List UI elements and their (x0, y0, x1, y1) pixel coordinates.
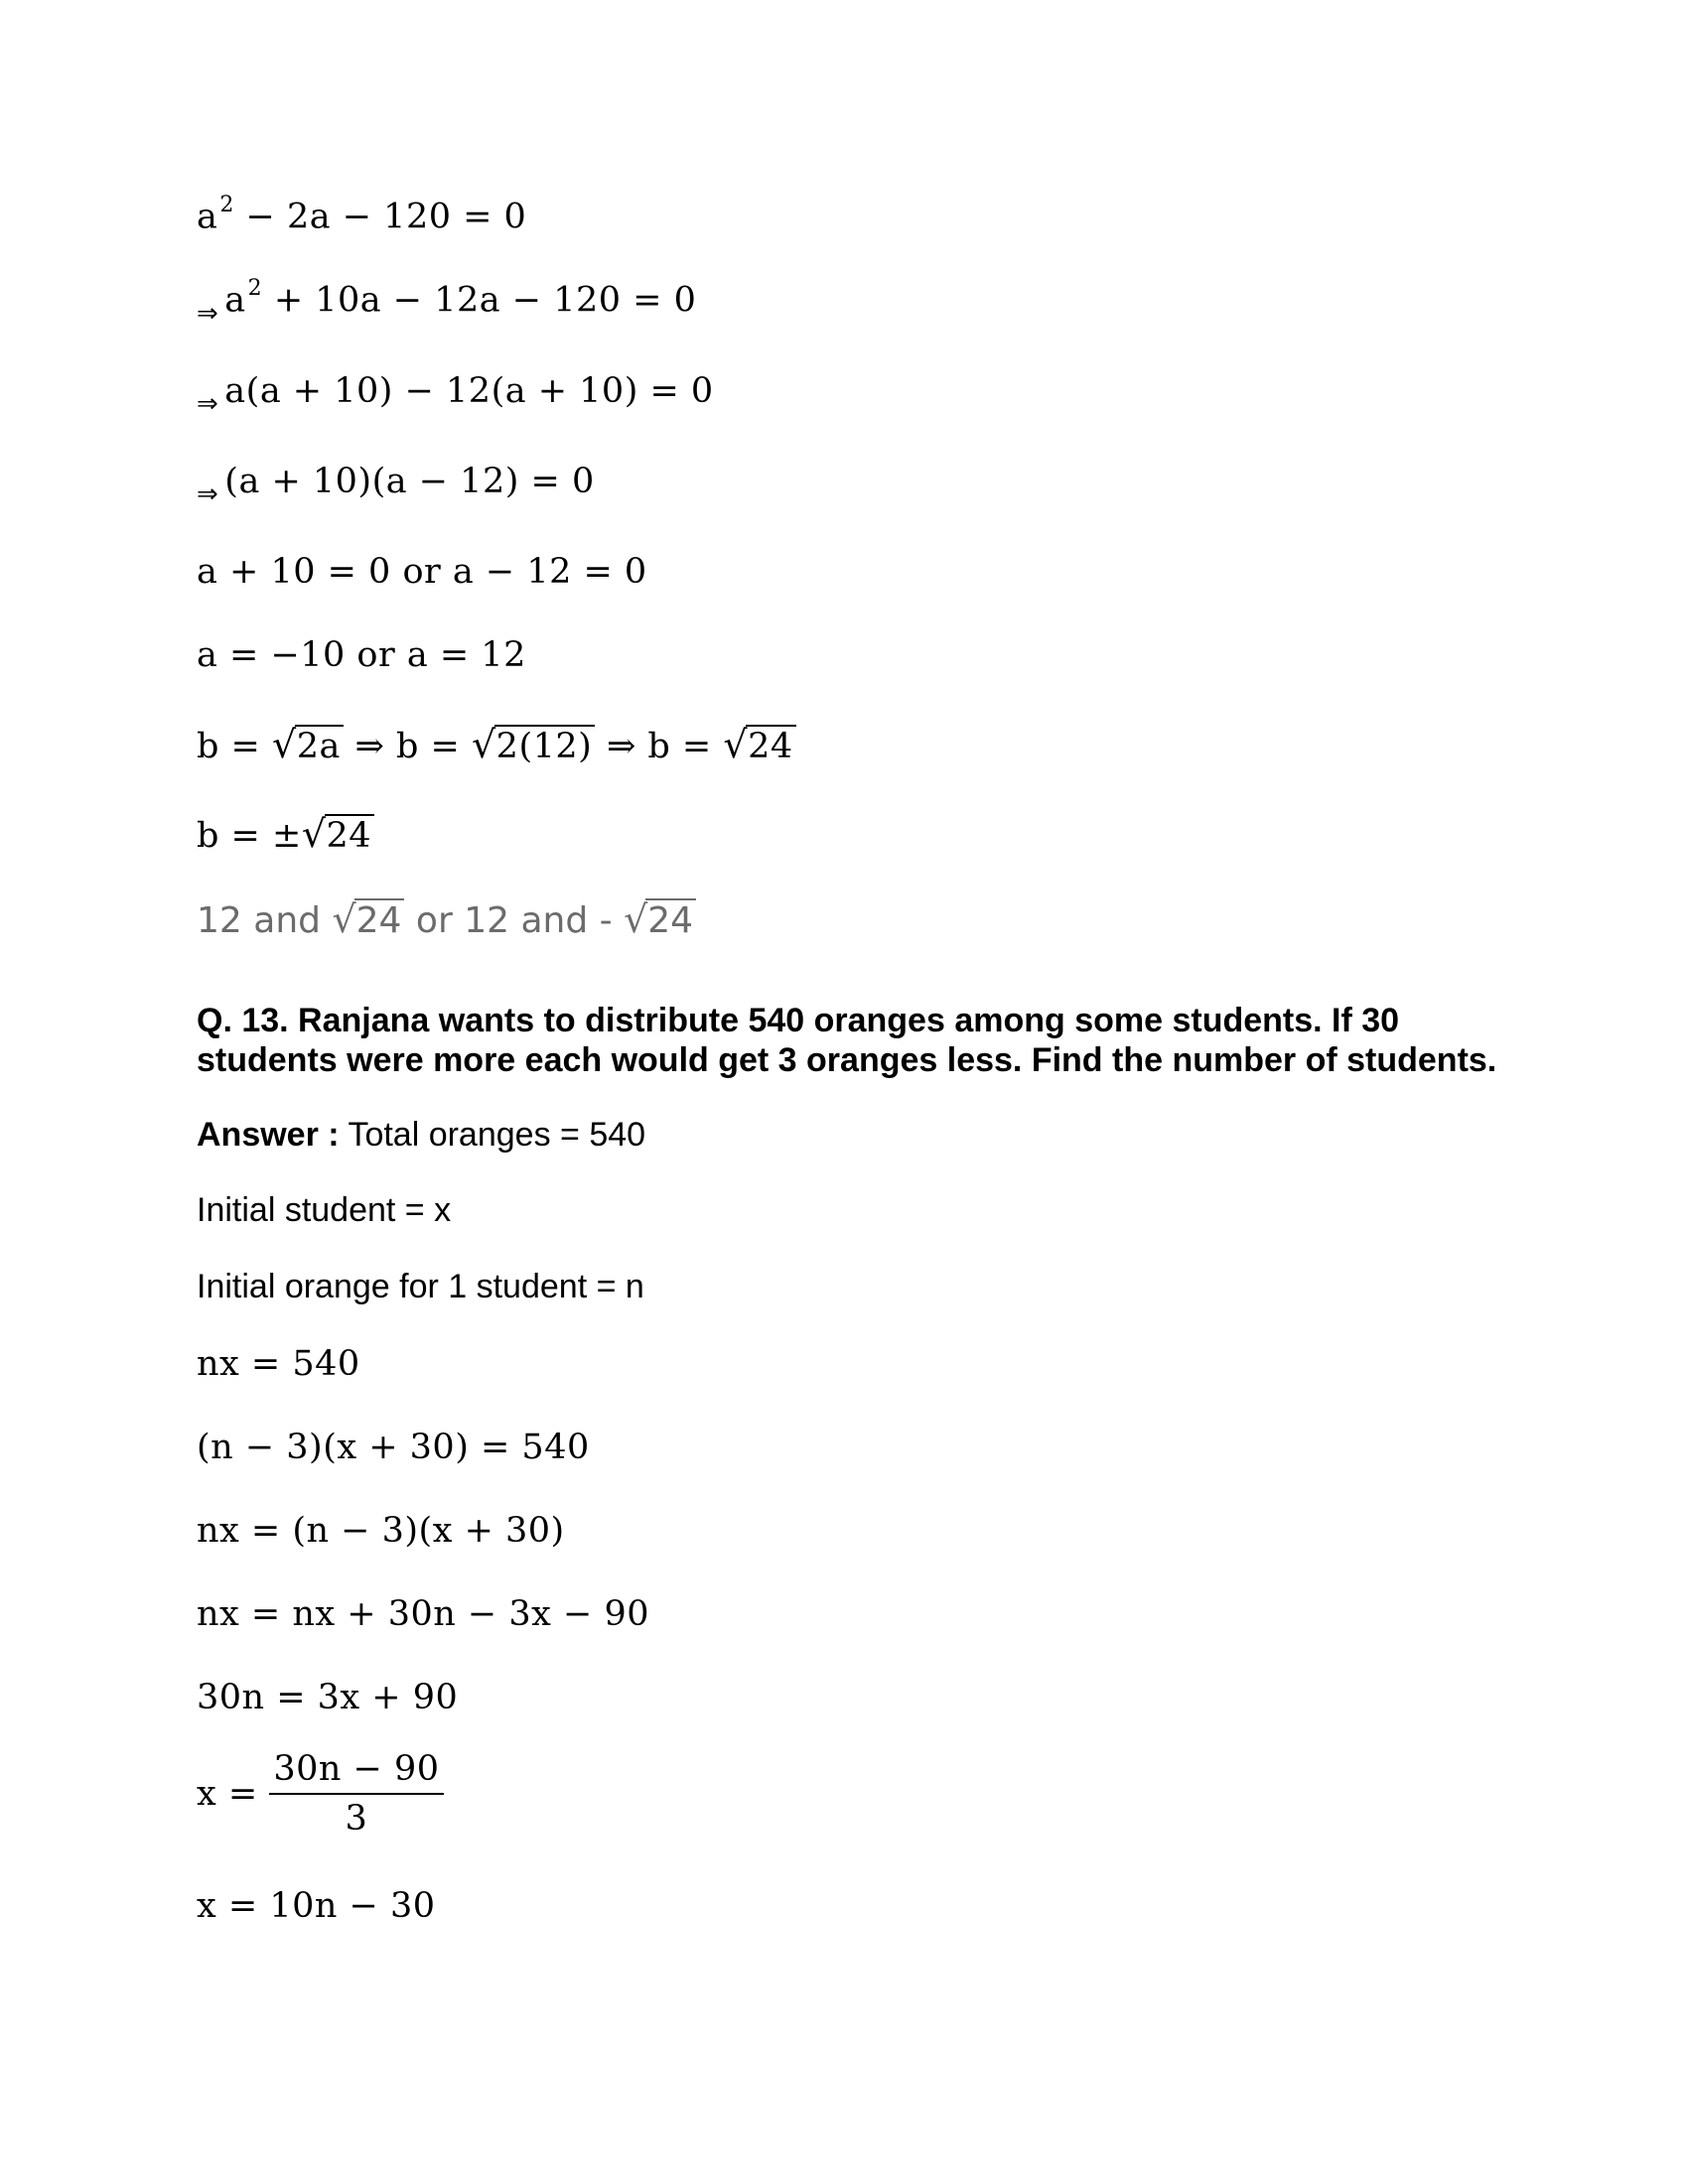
equation-line-1 (197, 193, 527, 237)
equation-text: a = −10 or a = 12 (197, 635, 526, 675)
equation-text: b = (197, 727, 261, 766)
answer-label: Answer : (197, 1116, 340, 1154)
initial-student-line: Initial student = x (197, 1191, 452, 1229)
equation-line-8 (197, 812, 374, 856)
equation-expanded: nx = nx + 30n − 3x − 90 (197, 1594, 649, 1634)
equation-shifted: (n − 3)(x + 30) = 540 (197, 1428, 590, 1467)
radicand: 24 (645, 898, 696, 941)
equation-text: x = (197, 1774, 258, 1814)
equation-text: − 2a − 120 = 0 (245, 197, 527, 237)
implies-arrow-icon: ⇒ (197, 298, 219, 329)
equation-text: ⇒ b = (354, 727, 461, 766)
equation-text: (a + 10)(a − 12) = 0 (224, 462, 595, 501)
radical-icon: √ (301, 812, 327, 856)
equation-text: a(a + 10) − 12(a + 10) = 0 (224, 371, 714, 411)
equation-text: + 10a − 12a − 120 = 0 (273, 280, 697, 321)
radicand: 2a (295, 725, 344, 766)
radicand: 24 (325, 814, 375, 856)
exponent: 2 (247, 276, 263, 301)
radicand: 24 (746, 725, 796, 766)
question-13: Q. 13. Ranjana wants to distribute 540 oranges among some students. If 30 students were more each would get 3 oranges less. Find the number of students. (197, 1002, 1497, 1079)
result-line (197, 897, 696, 941)
exponent: 2 (219, 193, 234, 217)
equation-final: x = 10n − 30 (197, 1886, 436, 1926)
equation-text: a + 10 = 0 or a − 12 = 0 (197, 552, 647, 592)
answer-line (197, 1116, 645, 1155)
equation-line-3 (197, 371, 714, 419)
radical-icon: √ (471, 723, 496, 766)
equation-line-5 (197, 552, 647, 592)
radicand: 24 (354, 898, 405, 941)
equation-line-6 (197, 635, 526, 675)
equation-line-2 (197, 276, 697, 329)
denominator: 3 (345, 1799, 368, 1839)
equation-line-7 (197, 723, 796, 766)
answer-text: Total oranges = 540 (348, 1116, 646, 1154)
equation-nx: nx = 540 (197, 1344, 360, 1384)
result-text: 12 and (197, 900, 321, 941)
equation-line-4 (197, 462, 595, 509)
equation-equal: nx = (n − 3)(x + 30) (197, 1511, 565, 1551)
fraction (269, 1749, 443, 1839)
radical-icon: √ (332, 897, 356, 941)
radical-icon: √ (723, 723, 749, 766)
radical-icon: √ (624, 897, 648, 941)
equation-fraction (197, 1749, 444, 1839)
equation-simplified: 30n = 3x + 90 (197, 1678, 459, 1717)
numerator: 30n − 90 (269, 1749, 443, 1795)
equation-text: b = ± (197, 816, 302, 856)
var-a: a (197, 197, 218, 237)
implies-arrow-icon: ⇒ (197, 389, 219, 419)
implies-arrow-icon: ⇒ (197, 479, 219, 509)
radicand: 2(12) (494, 725, 596, 766)
radical-icon: √ (272, 723, 297, 766)
var-a: a (224, 280, 246, 321)
initial-orange-line: Initial orange for 1 student = n (197, 1268, 644, 1305)
equation-text: ⇒ b = (606, 727, 712, 766)
result-text: or 12 and - (415, 900, 613, 941)
